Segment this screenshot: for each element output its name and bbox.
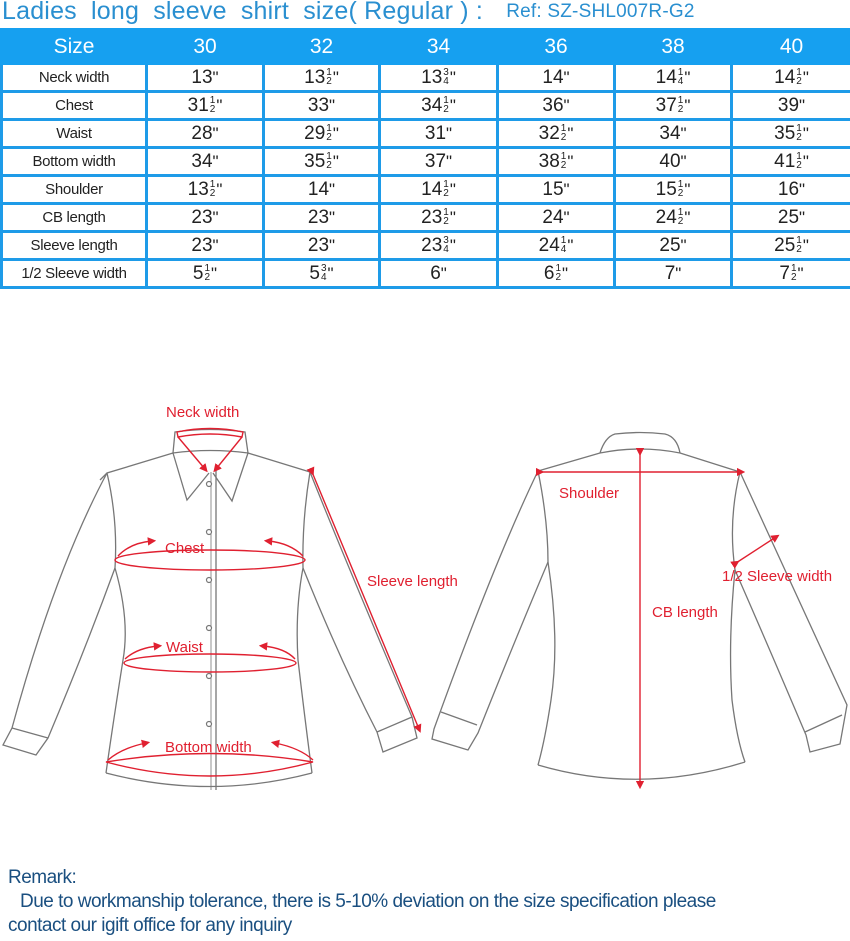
inch-mark: "	[802, 67, 809, 87]
table-row	[2, 92, 850, 120]
whole-inches: 41	[774, 150, 796, 172]
size-value-cell	[147, 120, 264, 148]
whole-inches: 37	[655, 94, 677, 116]
inch-mark: "	[449, 179, 456, 199]
inch-mark: "	[802, 151, 809, 171]
inch-mark: "	[563, 179, 570, 199]
label-bottom-width: Bottom width	[165, 739, 252, 756]
fraction: 1 2	[326, 66, 332, 87]
inch-mark: "	[449, 235, 456, 255]
label-chest: Chest	[165, 540, 205, 557]
inch-mark: "	[799, 207, 806, 227]
whole-inches: 25	[659, 234, 681, 256]
front-annotations	[106, 429, 419, 777]
whole-inches: 16	[777, 178, 800, 200]
size-value-cell	[264, 120, 380, 148]
size-value-cell	[380, 92, 498, 120]
fraction: 1 2	[209, 94, 216, 115]
table-row	[2, 260, 850, 288]
whole-inches: 35	[304, 150, 326, 172]
whole-inches: 23	[421, 206, 443, 228]
whole-inches: 15	[542, 178, 564, 200]
inch-mark: "	[332, 67, 339, 87]
size-value-cell	[264, 260, 380, 288]
whole-inches: 23	[307, 206, 330, 228]
inch-mark: "	[684, 179, 691, 199]
whole-inches: 6	[430, 262, 441, 284]
size-value-cell	[498, 64, 615, 92]
inch-mark: "	[562, 263, 569, 283]
inch-mark: "	[684, 67, 691, 87]
inch-mark: "	[332, 151, 339, 171]
whole-inches: 13	[304, 66, 326, 88]
size-value-cell	[147, 204, 264, 232]
whole-inches: 35	[774, 122, 796, 144]
inch-mark: "	[446, 151, 453, 171]
shirt-diagram	[0, 380, 850, 800]
size-value-cell	[498, 92, 615, 120]
whole-inches: 38	[538, 150, 560, 172]
whole-inches: 5	[192, 262, 204, 284]
whole-inches: 23	[421, 234, 443, 256]
size-value-cell	[615, 120, 732, 148]
fraction: 1 2	[443, 178, 449, 199]
size-value-cell	[147, 64, 264, 92]
inch-mark: "	[680, 123, 687, 143]
inch-mark: "	[563, 207, 570, 227]
size-value-cell	[147, 92, 264, 120]
inch-mark: "	[216, 179, 223, 199]
size-value-cell	[147, 176, 264, 204]
title-fit: ( Regular ) :	[348, 0, 484, 25]
fraction: 1 2	[796, 66, 802, 87]
inch-mark: "	[675, 263, 682, 283]
size-value-cell	[615, 92, 732, 120]
fraction: 1 2	[209, 178, 216, 199]
inch-mark: "	[212, 123, 219, 143]
size-value-cell	[498, 232, 615, 260]
row-label: Chest	[2, 92, 147, 120]
table-row	[2, 176, 850, 204]
header-40: 40	[732, 30, 850, 64]
whole-inches: 31	[187, 94, 209, 116]
fraction: 3 4	[320, 262, 327, 283]
size-value-cell	[264, 92, 380, 120]
label-waist: Waist	[166, 639, 203, 656]
inch-mark: "	[563, 95, 570, 115]
size-value-cell	[732, 232, 850, 260]
size-value-cell	[732, 120, 850, 148]
remark-block	[8, 866, 716, 938]
inch-mark: "	[684, 95, 691, 115]
size-value-cell	[498, 260, 615, 288]
header-size: Size	[2, 30, 147, 64]
whole-inches: 34	[659, 122, 681, 144]
inch-mark: "	[212, 235, 219, 255]
inch-mark: "	[449, 67, 456, 87]
size-value-cell	[498, 176, 615, 204]
header-38: 38	[615, 30, 732, 64]
table-row	[2, 204, 850, 232]
size-value-cell	[264, 176, 380, 204]
size-value-cell	[615, 260, 732, 288]
inch-mark: "	[680, 235, 687, 255]
table-row	[2, 148, 850, 176]
size-value-cell	[264, 204, 380, 232]
size-value-cell	[615, 64, 732, 92]
inch-mark: "	[332, 123, 339, 143]
whole-inches: 29	[304, 122, 326, 144]
size-value-cell	[732, 92, 850, 120]
whole-inches: 14	[542, 66, 564, 88]
fraction: 1 2	[796, 234, 802, 255]
size-value-cell	[380, 232, 498, 260]
fraction: 1 2	[560, 122, 567, 143]
inch-mark: "	[212, 207, 219, 227]
size-value-cell	[498, 204, 615, 232]
header-32: 32	[264, 30, 380, 64]
row-label: Shoulder	[2, 176, 147, 204]
fraction: 1 2	[326, 122, 332, 143]
row-label: Neck width	[2, 64, 147, 92]
whole-inches: 23	[191, 234, 213, 256]
inch-mark: "	[449, 207, 456, 227]
fraction: 3 4	[443, 66, 449, 87]
whole-inches: 13	[191, 66, 213, 88]
header-34: 34	[380, 30, 498, 64]
inch-mark: "	[212, 67, 219, 87]
whole-inches: 25	[777, 206, 800, 228]
inch-mark: "	[567, 151, 574, 171]
whole-inches: 15	[655, 178, 677, 200]
fraction: 1 2	[443, 94, 449, 115]
row-label: Waist	[2, 120, 147, 148]
whole-inches: 14	[421, 178, 443, 200]
size-value-cell	[380, 260, 498, 288]
inch-mark: "	[211, 263, 218, 283]
whole-inches: 32	[538, 122, 560, 144]
whole-inches: 6	[543, 262, 555, 284]
fraction: 1 4	[677, 66, 684, 87]
fraction: 1 2	[796, 150, 802, 171]
inch-mark: "	[327, 263, 334, 283]
size-value-cell	[732, 176, 850, 204]
inch-mark: "	[216, 95, 223, 115]
size-value-cell	[615, 204, 732, 232]
whole-inches: 13	[421, 66, 443, 88]
remark-line-2: contact our igift office for any inquiry	[8, 915, 292, 936]
whole-inches: 14	[774, 66, 796, 88]
size-value-cell	[380, 176, 498, 204]
whole-inches: 28	[191, 122, 213, 144]
inch-mark: "	[567, 123, 574, 143]
fraction: 1 2	[677, 206, 684, 227]
inch-mark: "	[567, 235, 574, 255]
whole-inches: 34	[191, 150, 213, 172]
whole-inches: 37	[424, 150, 447, 172]
fraction: 1 2	[677, 178, 684, 199]
whole-inches: 13	[187, 178, 209, 200]
remark-line-1: Due to workmanship tolerance, there is 5-10% deviation on the size specification please	[20, 891, 716, 912]
size-value-cell	[615, 148, 732, 176]
size-value-cell	[147, 232, 264, 260]
label-cb-length: CB length	[652, 604, 718, 621]
fraction: 1 2	[560, 150, 567, 171]
whole-inches: 39	[777, 94, 800, 116]
row-label: Bottom width	[2, 148, 147, 176]
inch-mark: "	[329, 207, 336, 227]
whole-inches: 34	[421, 94, 443, 116]
remark-heading: Remark:	[8, 867, 77, 888]
inch-mark: "	[802, 123, 809, 143]
whole-inches: 7	[779, 262, 790, 284]
whole-inches: 23	[191, 206, 213, 228]
inch-mark: "	[799, 179, 806, 199]
fraction: 1 2	[443, 206, 449, 227]
fraction: 1 4	[560, 234, 567, 255]
size-value-cell	[498, 148, 615, 176]
whole-inches: 24	[655, 206, 677, 228]
whole-inches: 33	[307, 94, 330, 116]
fraction: 3 4	[443, 234, 449, 255]
size-value-cell	[732, 148, 850, 176]
size-table	[0, 28, 850, 289]
inch-mark: "	[797, 263, 804, 283]
inch-mark: "	[212, 151, 219, 171]
label-shoulder: Shoulder	[559, 485, 620, 502]
fraction: 1 2	[790, 262, 797, 283]
size-value-cell	[498, 120, 615, 148]
row-label: 1/2 Sleeve width	[2, 260, 147, 288]
size-value-cell	[732, 204, 850, 232]
size-value-cell	[732, 64, 850, 92]
size-value-cell	[264, 148, 380, 176]
inch-mark: "	[440, 263, 447, 283]
fraction: 1 2	[796, 122, 802, 143]
size-value-cell	[380, 64, 498, 92]
size-value-cell	[732, 260, 850, 288]
whole-inches: 31	[424, 122, 447, 144]
inch-mark: "	[684, 207, 691, 227]
table-row	[2, 120, 850, 148]
inch-mark: "	[329, 179, 336, 199]
size-value-cell	[264, 232, 380, 260]
whole-inches: 23	[307, 234, 330, 256]
whole-inches: 14	[307, 178, 330, 200]
whole-inches: 36	[542, 94, 564, 116]
label-neck-width: Neck width	[166, 404, 240, 421]
table-row	[2, 64, 850, 92]
whole-inches: 7	[664, 262, 676, 284]
fraction: 1 2	[555, 262, 562, 283]
whole-inches: 40	[659, 150, 681, 172]
inch-mark: "	[680, 151, 687, 171]
title-main: Ladies long sleeve shirt size	[2, 0, 349, 25]
whole-inches: 24	[542, 206, 564, 228]
size-value-cell	[615, 232, 732, 260]
inch-mark: "	[449, 95, 456, 115]
inch-mark: "	[799, 95, 806, 115]
chart-title	[2, 0, 695, 25]
size-value-cell	[380, 148, 498, 176]
label-sleeve-length: Sleeve length	[367, 573, 458, 590]
size-value-cell	[147, 148, 264, 176]
inch-mark: "	[563, 67, 570, 87]
title-ref: Ref: SZ-SHL007R-G2	[506, 1, 695, 22]
header-36: 36	[498, 30, 615, 64]
header-30: 30	[147, 30, 264, 64]
inch-mark: "	[446, 123, 453, 143]
row-label: CB length	[2, 204, 147, 232]
size-value-cell	[380, 204, 498, 232]
row-label: Sleeve length	[2, 232, 147, 260]
fraction: 1 2	[204, 262, 211, 283]
fraction: 1 2	[326, 150, 332, 171]
size-value-cell	[147, 260, 264, 288]
size-value-cell	[264, 64, 380, 92]
whole-inches: 5	[309, 262, 320, 284]
inch-mark: "	[802, 235, 809, 255]
label-half-sleeve-width: 1/2 Sleeve width	[722, 568, 833, 585]
fraction: 1 2	[677, 94, 684, 115]
inch-mark: "	[329, 235, 336, 255]
whole-inches: 14	[655, 66, 677, 88]
table-header-row	[2, 30, 850, 64]
whole-inches: 24	[538, 234, 560, 256]
size-value-cell	[380, 120, 498, 148]
whole-inches: 25	[774, 234, 796, 256]
table-row	[2, 232, 850, 260]
inch-mark: "	[329, 95, 336, 115]
size-value-cell	[615, 176, 732, 204]
